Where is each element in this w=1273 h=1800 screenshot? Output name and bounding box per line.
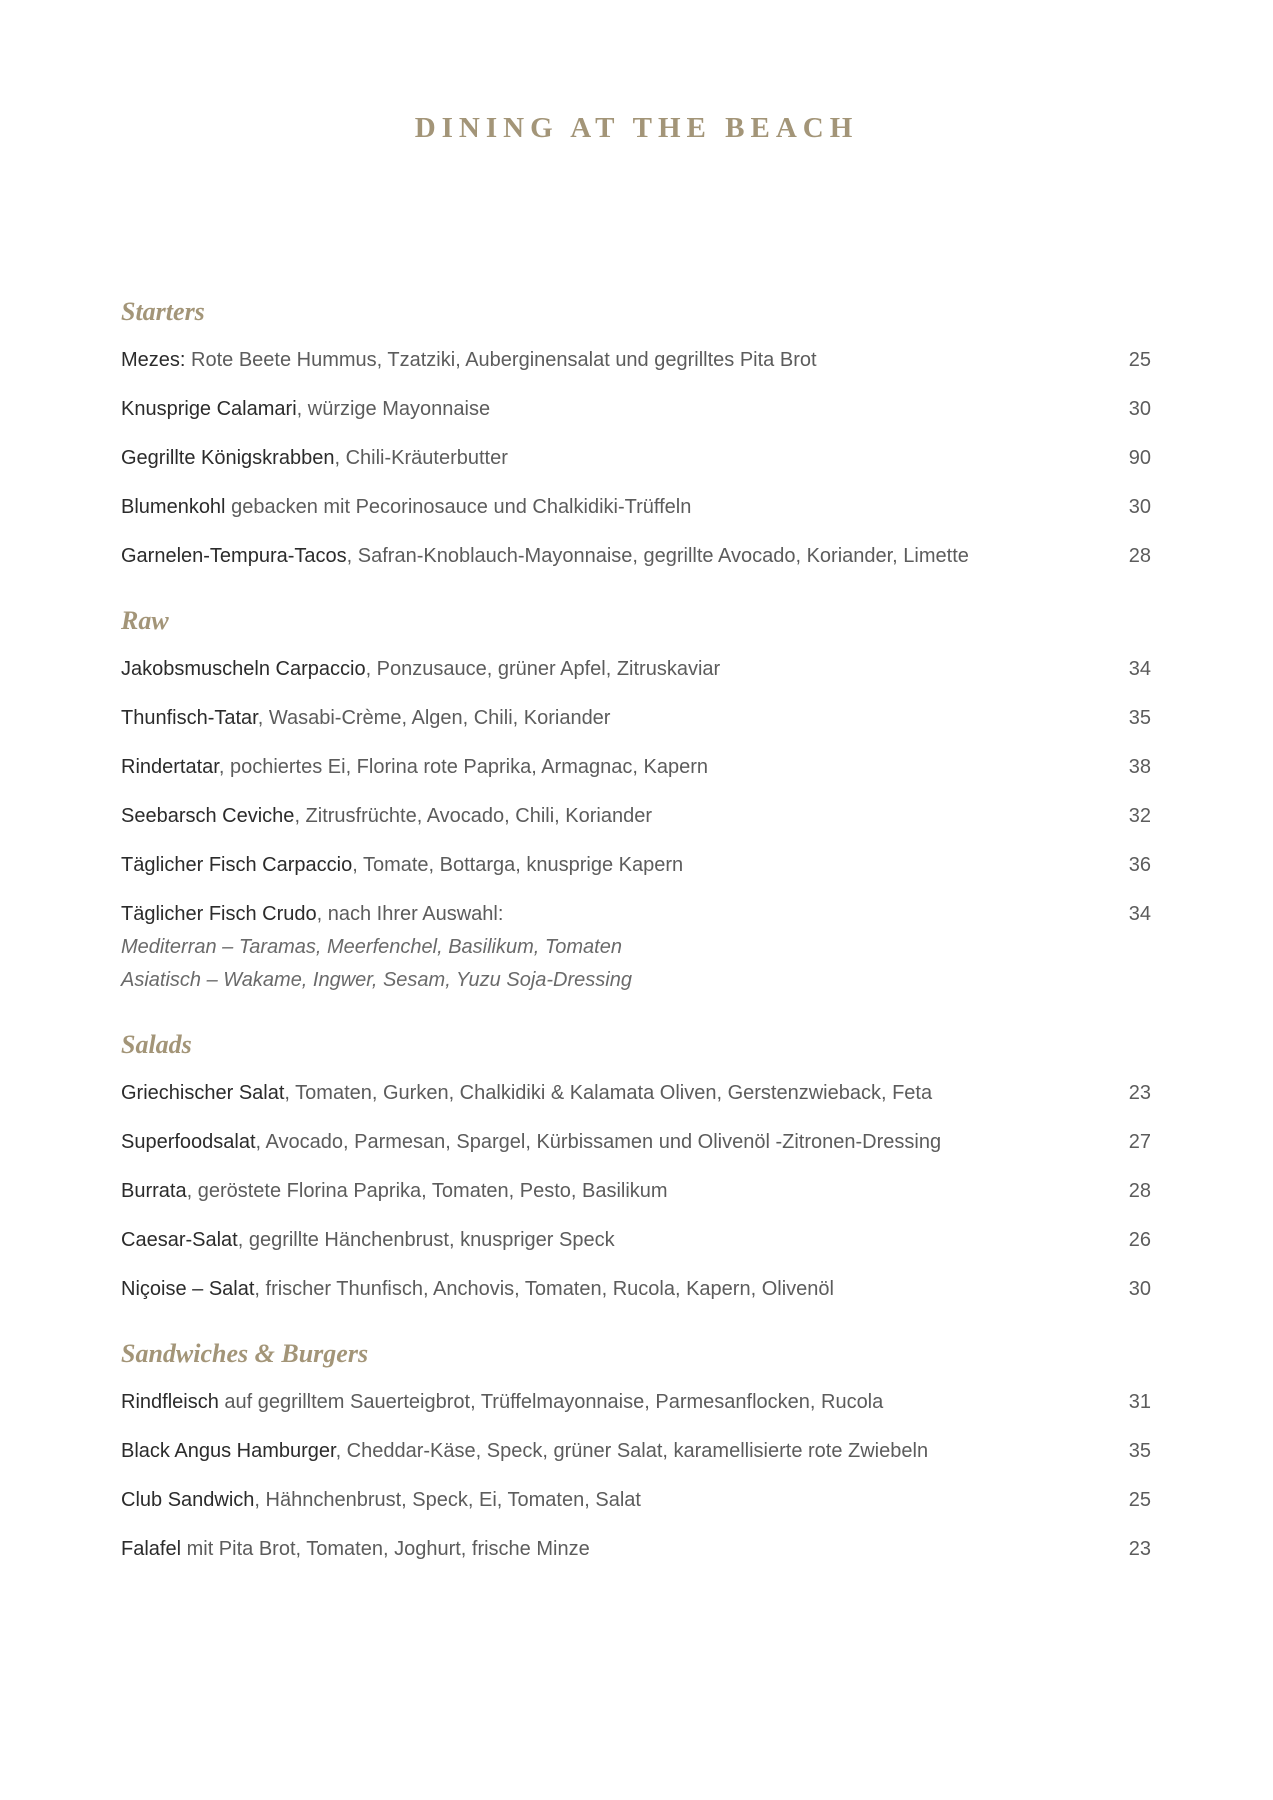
menu-item-description: mit Pita Brot, Tomaten, Joghurt, frische Minze xyxy=(181,1538,590,1560)
menu-item-price: 35 xyxy=(1128,707,1151,729)
menu-item-price: 26 xyxy=(1128,1229,1151,1251)
menu-item xyxy=(121,1277,1151,1302)
menu-item xyxy=(121,706,1151,731)
menu-item xyxy=(121,348,1151,373)
menu-item-text xyxy=(121,853,1091,878)
menu-item xyxy=(121,1488,1151,1513)
menu-item-text xyxy=(121,657,1091,682)
menu-item-description: Rote Beete Hummus, Tzatziki, Auberginensalat und gegrilltes Pita Brot xyxy=(185,349,817,371)
menu-item-description: , frischer Thunfisch, Anchovis, Tomaten, Rucola, Kapern, Olivenöl xyxy=(254,1278,834,1300)
menu-item-name: Knusprige Calamari xyxy=(121,398,297,420)
menu-item-price: 34 xyxy=(1128,658,1151,680)
menu-item-text xyxy=(121,706,1091,731)
menu-item-text xyxy=(121,1081,1091,1106)
menu-item xyxy=(121,1179,1151,1204)
menu-item-text xyxy=(121,544,1091,569)
menu-item-name: Superfoodsalat xyxy=(121,1131,256,1153)
menu-item-name: Falafel xyxy=(121,1538,182,1560)
section-heading: Raw xyxy=(121,606,169,635)
menu-item-description: auf gegrilltem Sauerteigbrot, Trüffelmayonnaise, Parmesanflocken, Rucola xyxy=(218,1391,884,1413)
menu-item xyxy=(121,1390,1151,1415)
menu-item-text xyxy=(121,1390,1091,1415)
menu-item-price: 31 xyxy=(1128,1391,1151,1413)
menu-item xyxy=(121,902,1151,993)
menu-item-text xyxy=(121,446,1091,471)
menu-item-name: Gegrillte Königskrabben xyxy=(121,447,335,469)
menu-item-price: 28 xyxy=(1128,1180,1151,1202)
menu-item-text xyxy=(121,397,1091,422)
menu-item-description: , geröstete Florina Paprika, Tomaten, Pesto, Basilikum xyxy=(186,1180,668,1202)
menu-item-price: 35 xyxy=(1128,1440,1151,1462)
menu-item-description: , Hähnchenbrust, Speck, Ei, Tomaten, Salat xyxy=(254,1489,641,1511)
menu-item-name: Rindfleisch xyxy=(121,1391,219,1413)
menu-item-name: Thunfisch-Tatar xyxy=(121,707,258,729)
menu-item-price: 38 xyxy=(1128,756,1151,778)
page-title: DINING AT THE BEACH xyxy=(414,112,859,144)
section-heading: Salads xyxy=(121,1030,192,1059)
menu-item xyxy=(121,1439,1151,1464)
menu-item-name: Täglicher Fisch Crudo xyxy=(121,903,317,925)
menu-item-name: Caesar-Salat xyxy=(121,1229,238,1251)
menu-item-price: 30 xyxy=(1128,1278,1151,1300)
menu-item-description: , Avocado, Parmesan, Spargel, Kürbissamen und Olivenöl -Zitronen-Dressing xyxy=(255,1131,942,1153)
menu-item-text xyxy=(121,1488,1091,1513)
menu-item-description: , Cheddar-Käse, Speck, grüner Salat, karamellisierte rote Zwiebeln xyxy=(335,1440,929,1462)
menu-item xyxy=(121,397,1151,422)
menu-item xyxy=(121,1081,1151,1106)
menu-item-name: Black Angus Hamburger xyxy=(121,1440,336,1462)
menu-item-description: , würzige Mayonnaise xyxy=(296,398,491,420)
menu-item-description: gebacken mit Pecorinosauce und Chalkidiki-Trüffeln xyxy=(225,496,692,518)
menu-item-text xyxy=(121,1439,1091,1464)
menu-item xyxy=(121,1537,1151,1562)
menu-item-description: , Wasabi-Crème, Algen, Chili, Koriander xyxy=(257,707,611,729)
menu-item-name: Blumenkohl xyxy=(121,496,226,518)
menu-item-price: 90 xyxy=(1128,447,1151,469)
menu-item-description: , Zitrusfrüchte, Avocado, Chili, Koriander xyxy=(294,805,653,827)
menu-item-price: 25 xyxy=(1128,349,1151,371)
menu-item-name: Rindertatar xyxy=(121,756,219,778)
menu-item-description: , nach Ihrer Auswahl: xyxy=(316,903,504,925)
menu-item xyxy=(121,495,1151,520)
menu-item-price: 30 xyxy=(1128,398,1151,420)
menu-item-price: 28 xyxy=(1128,545,1151,567)
menu-item-name: Garnelen-Tempura-Tacos xyxy=(121,545,347,567)
menu-item-option: Asiatisch – Wakame, Ingwer, Sesam, Yuzu Soja-Dressing xyxy=(121,969,632,991)
menu-item-name: Seebarsch Ceviche xyxy=(121,805,295,827)
menu-section-raw xyxy=(121,605,1151,993)
menu-item-name: Täglicher Fisch Carpaccio xyxy=(121,854,353,876)
menu-item xyxy=(121,853,1151,878)
menu-item-name: Jakobsmuscheln Carpaccio xyxy=(121,658,366,680)
menu-item xyxy=(121,755,1151,780)
menu-item-description: , pochiertes Ei, Florina rote Paprika, Armagnac, Kapern xyxy=(218,756,708,778)
menu-item-price: 32 xyxy=(1128,805,1151,827)
menu-item-name: Niçoise – Salat xyxy=(121,1278,255,1300)
menu-item xyxy=(121,657,1151,682)
menu-item-price: 27 xyxy=(1128,1131,1151,1153)
section-heading: Sandwiches & Burgers xyxy=(121,1339,369,1368)
menu-item-text xyxy=(121,495,1091,520)
menu-item-text xyxy=(121,755,1091,780)
menu-item-price: 36 xyxy=(1128,854,1151,876)
menu-item-description: , Chili-Kräuterbutter xyxy=(334,447,508,469)
menu-item-text xyxy=(121,348,1091,373)
menu-item xyxy=(121,544,1151,569)
menu-item-text xyxy=(121,1130,1091,1155)
menu-item-price: 30 xyxy=(1128,496,1151,518)
menu-item-price: 25 xyxy=(1128,1489,1151,1511)
menu-item-option: Mediterran – Taramas, Meerfenchel, Basilikum, Tomaten xyxy=(121,936,622,958)
menu-item-text xyxy=(121,1537,1091,1562)
menu-item-price: 23 xyxy=(1128,1082,1151,1104)
menu-section-starters xyxy=(121,296,1151,569)
menu-item-price: 23 xyxy=(1128,1538,1151,1560)
menu-item-text xyxy=(121,1228,1091,1253)
menu-item-description: , Ponzusauce, grüner Apfel, Zitruskaviar xyxy=(365,658,721,680)
menu-item xyxy=(121,446,1151,471)
menu-section-salads xyxy=(121,1029,1151,1302)
menu-item-name: Mezes: xyxy=(121,349,186,371)
menu-item-price: 34 xyxy=(1128,903,1151,925)
menu-item-name: Burrata xyxy=(121,1180,187,1202)
section-heading: Starters xyxy=(121,297,205,326)
menu-item-text xyxy=(121,1179,1091,1204)
menu-item-description: , Tomaten, Gurken, Chalkidiki & Kalamata Oliven, Gerstenzwieback, Feta xyxy=(284,1082,933,1104)
menu-item-name: Griechischer Salat xyxy=(121,1082,285,1104)
menu-item xyxy=(121,804,1151,829)
menu-item xyxy=(121,1130,1151,1155)
menu-item-text xyxy=(121,804,1091,829)
menu-section-sandwiches-burgers xyxy=(121,1338,1151,1562)
menu-item xyxy=(121,1228,1151,1253)
menu-item-description: , gegrillte Hänchenbrust, knuspriger Speck xyxy=(237,1229,615,1251)
menu xyxy=(121,296,1151,1598)
menu-item-text xyxy=(121,1277,1091,1302)
menu-item-description: , Safran-Knoblauch-Mayonnaise, gegrillte Avocado, Koriander, Limette xyxy=(346,545,969,567)
menu-item-text xyxy=(121,902,1091,993)
menu-item-name: Club Sandwich xyxy=(121,1489,255,1511)
menu-item-description: , Tomate, Bottarga, knusprige Kapern xyxy=(352,854,684,876)
